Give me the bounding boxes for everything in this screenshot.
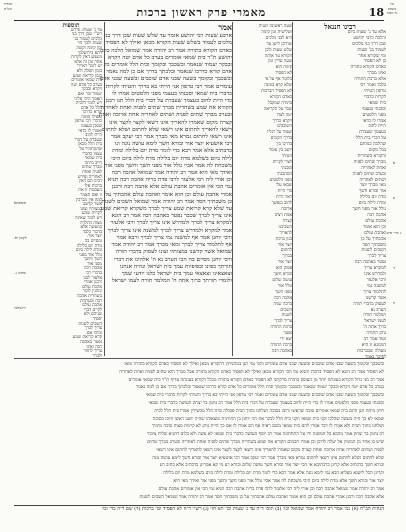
commentary-line: לצדי לקרות: [272, 159, 292, 165]
main-text-line: כדי היית לחוב בעצמך שעברת על דברי בית הלל תנו רבנן: [105, 98, 232, 105]
commentary-line: בעצמך שעברת: [359, 130, 386, 136]
commentary-line: ואינו מברך: [367, 71, 386, 77]
commentary-line: ומדת לילה ביום: [75, 248, 102, 254]
commentary-line: מברך שתים: [81, 165, 102, 171]
main-text-line: כאדם הקורא בתורה אמר רב יהודה אמר שמואל הלכה כרבי: [99, 47, 232, 54]
commentary-line: ולמדרש אינו: [364, 272, 386, 278]
commentary-line: ברכות אלו: [84, 183, 102, 189]
commentary-line: פסוק הוא: [276, 266, 292, 272]
commentary-line: כדי היית: [277, 189, 292, 195]
commentary-line: לפיכך נאמר: [365, 354, 386, 360]
commentary-line: לעמוד בג' שעות: [357, 47, 386, 53]
commentary-line: למשנה נמי: [366, 283, 386, 289]
main-text-line: ורבי יוחנן מסיים בה הכי הערב נא ה' אלהינו את דברי: [114, 256, 232, 263]
commentary-line: ובשכבך ובקומך בשעה שבני אדם שוכבים ובשעה שבני אדם עומדים והכי נמי תנן במתניתין דהקורא מכאן ואילך לא הפסיד כאדם הקורא בתורה ומאי: [124, 362, 384, 367]
main-text-line: רבי אושעיא יוצר אור ובורא חשך לימא עושה נוגה וגו: [114, 141, 232, 148]
bottom-glosses: הגהות הב"ח (א) גמ׳ אמר רב יהודה אמר שמואל וכו׳ (ב) תוס׳ ד״ה עד ג׳ שעות וכו׳ תא חזי (ג) רש״י ד״ה לא הפסיד וכו׳ ברכות (ד) שם ד״ה כדי וכו׳: [14, 505, 384, 518]
commentary-line: בערב כל אדם יטה: [70, 82, 102, 88]
commentary-line: משכתיך חסד: [362, 242, 386, 248]
commentary-line: כדרכו בין: [276, 142, 292, 148]
commentary-line: למקרא צריך: [364, 266, 386, 272]
commentary-line: ושלחנו בתוך הבית ולא אמרו לו דבר אמרו להם בית שמאי משם ראיה אף הם אמרו לו אם כך היית נוהג לא קיימת מצות סוכה מימיך: [151, 424, 384, 430]
commentary-line: מפני הלסטים: [362, 112, 386, 118]
commentary-line: במצותיו וצונו: [80, 206, 102, 212]
commentary-line: במעשה אלא: [80, 225, 102, 231]
commentary-line: השכיבנו: [278, 224, 292, 230]
commentary-line: עושה שלום: [272, 277, 292, 283]
commentary-line: בערב כל אדם יטה ויקרא ובבקר יעמוד שנאמר ובשכבך ובקומך ובית הלל אומרים כל אדם קורא כדרכו שנאמר ובלכתך בדרך אם כן למה נאמר: [135, 385, 384, 391]
commentary-line: כדרך הקמים: [270, 136, 292, 142]
commentary-line: אהבת עולם: [365, 218, 386, 224]
page-number: 18: [368, 5, 384, 19]
commentary-line: צריך לברך: [367, 254, 386, 260]
commentary-line: יעמוד וכו' ואם: [77, 91, 102, 97]
commentary-line: גולל אור מפני: [79, 252, 102, 258]
commentary-line: לקרות כדברי: [363, 94, 386, 100]
commentary-line: נפטר באהבה: [80, 339, 102, 345]
commentary-line: ויש לומר שאינה: [75, 215, 102, 221]
commentary-line: יטה לצדו: [276, 112, 292, 118]
full-width-commentary-lines: [14, 361, 384, 501]
commentary-line: השוכבים: [277, 124, 292, 130]
right-commentary-heading: רבינו חננאל: [324, 22, 356, 31]
commentary-line: מדת יום בלילה: [359, 195, 386, 201]
commentary-line: אלא עד ג' שעות ביום: [347, 29, 386, 35]
commentary-line: חייב מיתה תנן התם בית שמאי אומרים סוכה שראשו ורובו בסוכה ושלחנו בתוך הבית פסולה ובית הלל מכשירין אמרו בית הלל לבית: [154, 408, 384, 414]
main-text-line: תורתך בפינו ובפיפיות עמך בית ישראל ונהיה אנחנו: [119, 263, 232, 270]
full-width-commentary: [14, 361, 384, 503]
commentary-line: שכר על הקריאה: [263, 106, 292, 112]
commentary-line: רבה ובערבית: [79, 298, 102, 304]
running-title: מאמרי פרק ראשון ברכות: [136, 5, 267, 19]
main-text-line: משכחת לה אמר אביי גולל אור מפני חשך וחשך מפני אור: [104, 162, 232, 169]
left-commentary: [40, 22, 102, 359]
commentary-line: ונוהגין לומר: [82, 289, 102, 295]
commentary-line: על דברי בית הלל: [355, 136, 386, 142]
commentary-line: ובורא חשך: [273, 272, 292, 278]
commentary-line: תאמר היכי פליגי: [74, 96, 102, 102]
commentary-line: אלא ברכת התורה: [354, 77, 386, 83]
commentary-line: יוצר אור: [277, 242, 292, 248]
commentary-line: גולל אור מפני חשך: [352, 207, 386, 213]
commentary-line: מלכים לעמוד בג': [73, 36, 102, 42]
main-text-line: נמי הכי אין אומרים אהבת עולם אלא אהבה רבה ורבנן: [111, 184, 232, 191]
commentary-line: והלכה כרבי יהושע: [353, 35, 386, 41]
page-header: [14, 4, 384, 21]
main-text-line: ובשכבך ובקומך בשעה שבני אדם שוכבים ובשעה שבני אדם: [100, 76, 232, 83]
main-text-line: כדכתיב אלא אמר רבא כדי לומר מדת יום בלילה ומדת: [112, 148, 232, 155]
left-commentary-lines: [40, 29, 102, 360]
commentary-line: בלבד ואמר רבי: [359, 83, 386, 89]
side-note: ירושלמי: [13, 305, 27, 310]
commentary-line: שניהם ולא: [83, 312, 102, 318]
commentary-line: קימה הוא: [275, 65, 292, 71]
right-commentary-lines: [294, 30, 386, 361]
commentary-line: גולל אור: [278, 283, 292, 289]
main-text-line: אדם קורא כדרכו שנאמר ובלכתך בדרך אם כן למה נאמר: [106, 69, 232, 76]
commentary-line: שלא קרא בזמנה: [264, 83, 292, 89]
commentary-line: קרא קריאת שמע: [72, 335, 102, 341]
main-text-line: וכן אורי ליה רבי אלעזר לרבי פדת בריה אהבה רבה תניא: [107, 177, 232, 184]
commentary-line: ברוך אתה ה': [363, 325, 386, 331]
commentary-line: נפטר: [283, 331, 292, 337]
commentary-line: וסכנתי בעצמי: [361, 106, 386, 112]
commentary-line: מפני חשך: [275, 289, 292, 295]
main-text-line: ולומדי תורתך ברוך אתה ה' המלמד תורה לעמו ישראל: [111, 278, 232, 285]
commentary-line: ברכת התורה: [270, 342, 292, 348]
commentary-line: מאי מברך יוצר: [359, 183, 386, 189]
commentary-line: ואמרו לו כדאי: [78, 128, 102, 134]
main-text-line: כן משכתיך חסד אמר רב יהודה אמר שמואל השכים לשנות: [101, 198, 232, 205]
margin-ref-left: מסורת הש"ס: [3, 2, 13, 11]
inner-right-commentary-lines: [234, 24, 292, 355]
commentary-line: אשר קדשנו: [82, 202, 102, 208]
commentary-line: מפני הלסטים: [269, 177, 292, 183]
commentary-line: לפניה ואחת: [82, 170, 102, 175]
commentary-line: בברוך: [282, 254, 292, 260]
lead-word: אמר: [218, 22, 232, 32]
commentary-line: ומדת לילה ביום: [358, 201, 386, 207]
commentary-line: אלעזר לבנו: [83, 275, 102, 281]
commentary-line: מעולה שבברכות: [357, 348, 386, 354]
commentary-line: ומי שקורא אחר: [358, 53, 386, 59]
commentary-line: טרפון הטיתי: [364, 88, 386, 94]
commentary-line: ועוד אמר רב: [363, 337, 386, 343]
commentary-line: שסכן בעצמו: [81, 124, 102, 130]
commentary-line: הסתכנתי: [276, 171, 292, 177]
commentary-line: רב נחמן בר יצחק אמר מהכא כל המשנה ידו על התחתונה אמר רב יוסף העושה כדברי בית שמאי לא עשה ולא כלום דתניא שליח ציבור: [147, 432, 384, 438]
commentary-line: יצא ידי: [280, 337, 292, 343]
commentary-line: לפניה ושתים לאחריה אחת ארוכה ואחת קצרה מקום שאמרו להאריך אינו רשאי לקצר לקצר אינו רשאי להאריך לחתום אינו רשאי: [156, 447, 384, 453]
commentary-line: להאריך: [279, 230, 292, 236]
commentary-line: רבה ואינו: [86, 344, 102, 350]
commentary-line: צריך לחזור: [83, 349, 102, 355]
commentary-line: קורא כדרכו: [82, 110, 102, 116]
commentary-line: יש לומר דאיירי: [76, 64, 102, 70]
commentary-line: בדבור בלבד: [82, 229, 102, 235]
commentary-line: ברכת התורה: [270, 325, 292, 331]
commentary-line: יושב בין עומד: [269, 148, 292, 154]
commentary-line: ובורא חשך כדכתיב אלא קרינן כדכתיבא אי הכי יוצר אור ובורא חשך עושה שלום ובורא רע מי קא אמרינן כדכתיב אלא כתיב רע: [159, 463, 384, 469]
commentary-line: זו ואם תאמר: [80, 192, 102, 198]
commentary-line: כדברי רבי: [85, 271, 102, 277]
commentary-line: ובערב שתים לפניה: [352, 171, 386, 177]
commentary-line: זמן קימה וקשה: [76, 45, 102, 51]
commentary-line: הטיתי: [281, 153, 292, 159]
commentary-line: הלל כל אדם: [80, 105, 102, 111]
main-text-line: ואידך מאי היא אמר רב יהודה אמר שמואל אהבה רבה: [111, 170, 232, 177]
commentary-line: מעכבות זו את: [78, 188, 102, 194]
commentary-line: בכל מקום: [368, 148, 386, 154]
commentary-line: בזמן תפלה ולא: [76, 68, 102, 74]
column-rule: [292, 22, 293, 356]
commentary-line: ויקרא כדרך: [272, 118, 292, 124]
main-text-line: אינו רשאי לחתום גמרא מאי מברך אמר רבי יעקב אמר: [110, 134, 232, 141]
main-text-line: למקרא צריך לברך ולמדרש אינו צריך לברך ורבי אלעזר: [110, 220, 232, 227]
commentary-line: ובשכבך ובקומך בשעה שבני אדם שוכבים ובשעה שבני אדם עומדים ואמר רבי טרפון אני הייתי בא בדרך והטיתי לקרות כדברי בית שמאי: [145, 393, 384, 399]
commentary-line: שלש שעות ולכן: [265, 47, 292, 53]
side-note: א: [392, 160, 396, 165]
commentary-line: מדת יום בלילה: [76, 243, 102, 249]
commentary-line: ומיהו אם: [86, 330, 102, 336]
commentary-line: צריך לברך: [84, 326, 102, 332]
commentary-line: והקורא בשחרית: [357, 153, 386, 159]
commentary-line: שמאי לא כך היה מעשה שהלכו זקני בית שמאי וזקני בית הלל לבקר את רבי יוחנן בן החורנית ומצאוהו שהיה יושב ראשו ורובו בסוכה: [152, 416, 384, 422]
commentary-line: קצרה: [282, 218, 292, 224]
commentary-line: שהמחמיר על: [79, 147, 102, 153]
main-text-line: וצאצאינו וצאצאי עמך בית ישראל כלנו יודעי שמך: [121, 270, 232, 277]
commentary-line: הערב נא: [370, 307, 386, 313]
commentary-line: אהבה רבה: [367, 213, 386, 218]
main-text-line: מלכים לעמוד בשלש שעות הקורא מכאן ואילך לא הפסיד: [105, 40, 232, 47]
commentary-line: שעברת על דברי: [74, 137, 102, 143]
commentary-line: שהלכה כמותם: [359, 142, 386, 148]
main-text-line: כדברי בית שמאי וסכנתי בעצמי מפני הלסטים אמרו לו: [112, 90, 232, 97]
commentary-line: אהבתיך על כן: [361, 236, 386, 242]
main-text-line: יהושע ת"ר בית שמאי אומרים בערב כל אדם יטה ויקרא: [107, 54, 232, 61]
commentary-line: אור ובורא חשך: [359, 189, 386, 195]
commentary-line: מברך שתים לפניה: [353, 159, 386, 165]
commentary-line: ואהבת עולם: [364, 230, 386, 236]
commentary-line: כאדם הקורא בתורה: [350, 65, 386, 71]
main-text-lines: [98, 33, 232, 285]
main-text-line: ורבי יוחנן אמר אף למשנה נמי צריך לברך ורבא אמר: [116, 234, 232, 241]
side-note: ה: [392, 300, 396, 305]
commentary-line: אהבה רבה: [274, 295, 292, 301]
side-note: תוספתא: [13, 200, 27, 205]
commentary-line: צריך לברך: [274, 319, 292, 325]
commentary-line: וכן הוא אומר: [363, 224, 386, 230]
side-notes-right: [382, 160, 406, 335]
commentary-line: כן לא הפסיד: [363, 59, 386, 65]
main-text-line: אף לתלמוד צריך לברך ומאי מברך אמר רב יהודה אמר: [111, 242, 232, 249]
commentary-line: לחוב בנפשך: [271, 201, 292, 207]
commentary-line: שבאו עלי: [275, 183, 292, 189]
commentary-line: עצמו כדברי: [82, 151, 102, 157]
commentary-line: אמר רב מני גדול הקורא בעונתה יותר מן העוסק בתורה מדקתני לא הפסיד כאדם הקורא בתורה מכלל דקורא בעונתה עדיף ת"ר בית שמאי אומרים: [128, 377, 384, 383]
commentary-line: השכים: [280, 307, 292, 313]
commentary-line: שלא לחתום ושלא לחתום אינו רשאי לחתום גמרא מאי מברך אמר רבי יעקב אמר רבי אושעיא יוצר אור ובורא חשך לימא עושה נוגה: [152, 455, 384, 461]
commentary-line: ויקרא ובבקר: [81, 87, 102, 93]
commentary-line: וסכנתי בעצמי מפני הלסטים אמרו לו כדי היית לחוב בעצמך שעברת על דברי בית הלל אמר רב נחמן בר יצחק העושה כדברי בית שמאי: [148, 400, 384, 406]
commentary-line: בזמן קריאת שמע: [72, 73, 102, 79]
commentary-line: לתלמוד צריך: [363, 289, 386, 295]
commentary-line: מפני אור: [87, 261, 102, 267]
commentary-line: ושלישית זמן קימה: [261, 29, 292, 35]
right-commentary: [294, 22, 386, 360]
main-text-line: קצרה מקום שאמרו להאריך אינו רשאי לקצר לקצר אינו: [109, 119, 232, 126]
commentary-line: ויש לומר דלבית: [75, 101, 102, 107]
commentary-line: ואפילו מוטה: [81, 114, 102, 120]
commentary-line: יפסיד: [92, 317, 102, 322]
commentary-line: שעה עדיין זמן: [268, 59, 292, 65]
column-rule: [104, 22, 105, 356]
main-text-line: אמר למקרא ולמדרש צריך לברך למשנה אינו צריך לברך: [107, 227, 232, 234]
commentary-line: אמר רב יהודה אמר שמואל אהבה רבה וכן אורי ליה רבי אלעזר לרבי פדת בריה אהבה רבה תניא נמי הכי אין אומרים אהבת עולם: [158, 486, 384, 492]
commentary-line: שעה ראשונה ושניה: [258, 24, 292, 29]
commentary-line: לעסוק בדברי תורה: [353, 301, 386, 307]
commentary-line: לאחריה ופירש: [77, 174, 102, 180]
commentary-line: כלומר אף על פי: [264, 77, 292, 83]
commentary-line: לחתום: [280, 248, 292, 254]
commentary-line: למה אין מברכין: [75, 197, 102, 203]
commentary-line: היא לבני מלכים: [265, 35, 292, 41]
commentary-line: אמת ויציב: [274, 213, 292, 218]
side-note: לקמן יא.: [13, 235, 27, 240]
commentary-line: נותן התורה: [366, 331, 386, 337]
commentary-line: לקיים דברי: [83, 307, 102, 313]
commentary-line: המנונא זו היא: [361, 342, 386, 348]
main-text-line: עומדים אמר רבי טרפון אני הייתי בא בדרך והטיתי לקרות: [105, 83, 232, 90]
side-notes-left: [8, 200, 32, 340]
commentary-line: אלא אהבה רבה ורבנן אמרי אהבת עולם וכן הוא אומר ואהבת עולם אהבתיך על כן משכתיך חסד אמר רב יהודה אמר שמואל השכים לשנות: [139, 494, 384, 500]
commentary-line: לא הפסיד אמר רב הונא לא הפסיד ברכות ותניא נמי הכי הקורא מכאן ואילך לא הפסיד כאדם הקורא בתורה אבל מברך הוא שתים לפניה ואחת לאחריה: [119, 369, 384, 375]
commentary-line: כאדם הקורא: [270, 94, 292, 100]
commentary-line: הקורא עד אותה: [264, 53, 292, 59]
main-text-line: לילה ביום בשלמא מדת יום בלילה מדת לילה ביום היכי: [111, 155, 232, 162]
commentary-line: השכים לשנות: [78, 321, 102, 327]
commentary-line: ולברך: [92, 353, 102, 359]
commentary-line: בשחרית אהבה: [76, 294, 102, 300]
commentary-line: לא הפסיד: [275, 71, 292, 77]
commentary-line: רש"י שכן דרך בני: [71, 32, 102, 38]
commentary-line: אחר זמן זה אלא: [74, 59, 102, 65]
commentary-line: ברכה שניה: [273, 301, 292, 307]
side-note: סוכה ג.: [14, 270, 26, 275]
side-note: ב: [393, 195, 395, 200]
commentary-line: חשך וחשך: [83, 257, 102, 263]
main-text: [98, 22, 232, 354]
column-rule: [232, 22, 233, 356]
section-rule: [14, 358, 384, 359]
main-text-line: ובבקר יעמוד שנאמר ובשכבך ובקומך ובית הלל אומרים כל: [103, 62, 232, 69]
commentary-line: ומסיים בה: [84, 238, 102, 244]
main-text-line: עד שלא קרא קריאת שמע צריך לברך משקרא קריאת שמע: [100, 206, 232, 213]
inner-right-commentary: [234, 24, 292, 354]
commentary-line: באהבה רבה: [271, 348, 292, 354]
commentary-line: עד ג' שעות. פירש: [71, 27, 102, 33]
commentary-line: וקרינן הכל לישנא מעליא הכא נמי לימא נוגה אלא אמר רבא כדי לומר מדת יום בלילה ומדת לילה ביום בשלמא מדת יום בלילה: [163, 471, 384, 477]
commentary-line: ארוכה: [281, 207, 292, 213]
commentary-line: המלמד תורה: [363, 313, 386, 319]
commentary-line: ראוי היית: [276, 195, 292, 201]
commentary-line: בתורה שמקבל: [267, 100, 292, 106]
commentary-line: רבינו תם דאין: [78, 179, 102, 185]
commentary-line: כדברי רבי טרפון: [74, 119, 102, 125]
margin-ref-right: עין משפט נר מצוה: [386, 2, 398, 15]
commentary-line: יוצר אור: [277, 260, 292, 266]
commentary-line: בית שמאי: [368, 100, 386, 106]
commentary-line: ושתים לאחריה: [359, 177, 386, 183]
commentary-line: אשר קדשנו: [365, 295, 386, 301]
commentary-line: ורבנן אמרי: [84, 280, 102, 286]
commentary-line: יעמוד על רגליו: [267, 130, 292, 136]
left-commentary-heading: תוספות: [62, 22, 80, 29]
main-text-line: הקורא את שמע בשחרית מברך שתים לפניה ואחת לאחריה: [100, 105, 232, 112]
commentary-line: וסכנתי: [280, 165, 292, 171]
commentary-line: לשנות: [281, 313, 292, 319]
commentary-line: יוצר אור.: [86, 234, 102, 240]
commentary-line: נפטר באהבה רבה: [354, 260, 386, 266]
commentary-line: בית שמאי: [85, 156, 102, 162]
main-text-line: ובערב מברך שתים לפניה ושתים לאחריה אחת ארוכה ואחת: [98, 112, 232, 119]
commentary-line: ואחת לאחריה: [361, 165, 386, 171]
commentary-line: מצוה התלויה: [79, 220, 102, 226]
commentary-line: היית לחוב: [85, 133, 102, 139]
commentary-line: שעות ולכך הוי: [77, 41, 102, 47]
commentary-line: בית שמאי אומרים: [71, 78, 102, 84]
commentary-line: השכים לשנות: [361, 248, 386, 254]
commentary-line: חייב מיתה: [84, 160, 102, 166]
commentary-line: אהבה רבה: [84, 266, 102, 272]
commentary-line: לקרות שמע: [82, 211, 102, 217]
commentary-line: היית לחוב: [368, 124, 386, 130]
main-text-line: רשאי להאריך לחתום אינו רשאי שלא לחתום ושלא לחתום: [101, 126, 232, 133]
commentary-line: כגון ברכת: [275, 236, 292, 242]
commentary-line: לעמו ישראל: [364, 319, 386, 325]
side-note: ג מיי׳ פ״ב: [386, 230, 402, 235]
commentary-line: אמרו לו כדאי: [362, 118, 386, 124]
side-note: ד: [393, 265, 395, 270]
commentary-line: משמע דאין לקרות: [71, 55, 102, 61]
main-text-line: אמרי אהבת עולם וכן הוא אומר ואהבת עולם אהבתיך על: [105, 191, 232, 198]
commentary-line: שכן דרך בני מלכים: [352, 41, 386, 47]
commentary-line: בית הלל מכאן: [78, 142, 102, 148]
commentary-line: אהבת עולם: [82, 284, 102, 290]
commentary-line: דהא בירושלמי: [77, 50, 102, 56]
commentary-line: יוצר אור ובורא חשך אלא מדת לילה ביום היכי משכחת לה אמר אביי גולל אור מפני חשך וחשך מפני אור ואידך מאי היא: [173, 478, 384, 484]
main-text-line: אינו צריך לברך שכבר נפטר באהבה רבה אמר רב הונא: [111, 213, 232, 220]
commentary-line: שיש בו אחד מן המומין אל יעלה לדוכן וכן אמרו חכמים הקורא את שמע בשחרית מברך שתים לפניה ואחת לאחריה ובערב מברך שתים: [147, 439, 384, 445]
main-text-line: שמואל אשר קדשנו במצותיו וצונו לעסוק בדברי תורה: [115, 249, 232, 256]
commentary-line: אהבת עולם: [82, 303, 102, 309]
commentary-line: לא הפסיד הברכות: [261, 88, 292, 94]
commentary-line: ורבי אלעזר: [366, 277, 386, 283]
commentary-line: שדרכן לישן עד: [266, 41, 292, 47]
main-text-line: ארבע שעות רבי יהושע אומר עד שלש שעות שכן דרך בני: [104, 33, 232, 40]
